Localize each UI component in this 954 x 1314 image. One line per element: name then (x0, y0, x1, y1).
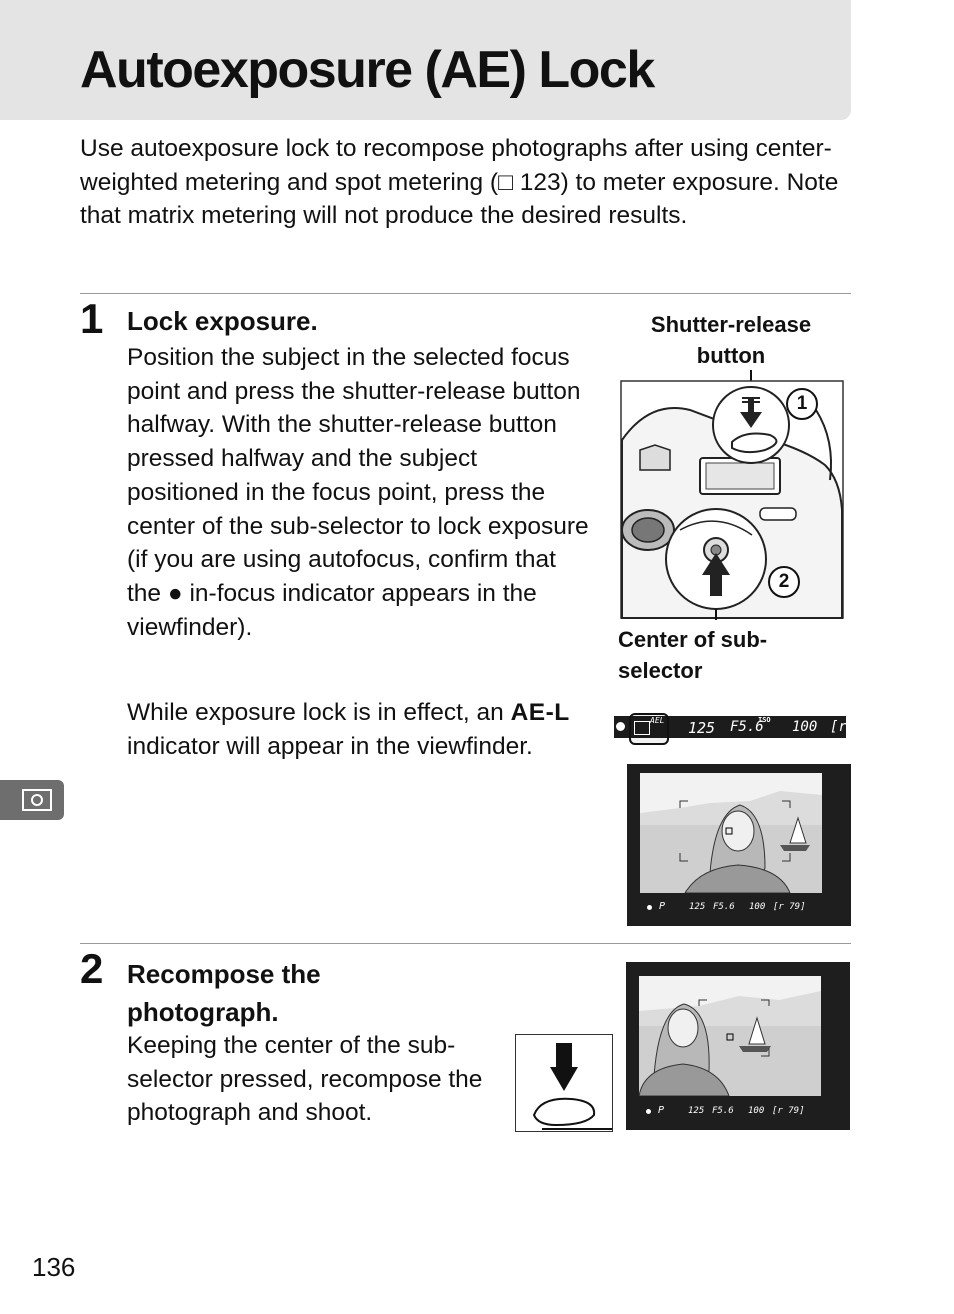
section-divider (80, 943, 851, 944)
lcd-mode: [r (830, 719, 847, 735)
vf-focus-dot-icon (647, 905, 652, 910)
sub-selector-label-line-1: Center of sub- (618, 627, 768, 652)
section-divider (80, 293, 851, 294)
vf-frames: [r 79] (773, 902, 806, 912)
lcd-ael: AEL (650, 716, 665, 725)
lcd-iso: 100 (792, 719, 818, 735)
sub-selector-label (618, 624, 848, 686)
vf2-aperture: F5.6 (712, 1106, 734, 1116)
step-2-title (127, 955, 321, 1031)
shutter-release-label (620, 309, 842, 371)
focus-dot-icon (616, 722, 625, 731)
vf-iso: 100 (749, 902, 766, 912)
vf2-focus-dot-icon (646, 1109, 651, 1114)
vf2-shutter: 125 (688, 1106, 705, 1116)
page-title: Autoexposure (AE) Lock (80, 41, 654, 99)
shutter-label-line-2: button (696, 343, 766, 368)
lcd-iso-label: ISO (758, 716, 771, 724)
vf-mode: P (659, 901, 666, 912)
metering-tab-icon (22, 789, 52, 811)
metering-icon (634, 721, 650, 735)
sub-selector-label-line-2: selector (618, 658, 703, 683)
page-number: 136 (32, 1252, 76, 1282)
viewfinder-locked (627, 764, 851, 926)
step-2-number: 2 (80, 945, 104, 992)
lcd-shutter: 125 (688, 719, 716, 737)
shutter-press-illustration (515, 1034, 613, 1132)
step-2-title-line-1: Recompose the (127, 959, 321, 989)
ae-l-indicator: AE-L (510, 699, 570, 726)
vf2-iso: 100 (748, 1106, 765, 1116)
step-1-body: Position the subject in the selected focus point and press the shutter-release button halfway. With the shutter-release button pressed halfway and the subject positioned in the focus point, press the center of the sub-selector to lock exposure (if you are using autofocus, confirm that the ● in-focus indicator appears in the viewfinder). (127, 344, 589, 641)
step-2-title-line-2: photograph. (127, 997, 279, 1027)
lcd-aperture: F5.6 (730, 719, 764, 735)
viewfinder-recomposed (626, 962, 850, 1130)
step-1-number: 1 (80, 295, 104, 342)
note-text-before: While exposure lock is in effect, an (127, 699, 511, 726)
vf-aperture: F5.6 (713, 902, 735, 912)
shutter-label-line-1: Shutter-release (650, 312, 812, 337)
chapter-tab[interactable] (0, 780, 64, 820)
step-1-note (127, 696, 597, 763)
vf2-mode: P (658, 1105, 665, 1116)
lcd-readout-strip (612, 710, 846, 746)
vf-shutter: 125 (689, 902, 706, 912)
intro-paragraph: Use autoexposure lock to recompose photographs after using center-weighted metering and spot metering (□ 123) to meter exposure. Note that matrix metering will not produce the desired results. (80, 135, 839, 229)
callout-2: 2 (768, 566, 800, 598)
callout-1: 1 (786, 388, 818, 420)
note-text-after: indicator will appear in the viewfinder. (127, 732, 533, 760)
step-2-body: Keeping the center of the sub-selector pressed, recompose the photograph and shoot. (127, 1032, 483, 1127)
vf2-frames: [r 79] (772, 1106, 805, 1116)
metering-tab-icon-circle (31, 794, 43, 806)
camera-illustration (620, 370, 844, 620)
step-1-title: Lock exposure. (127, 306, 318, 336)
